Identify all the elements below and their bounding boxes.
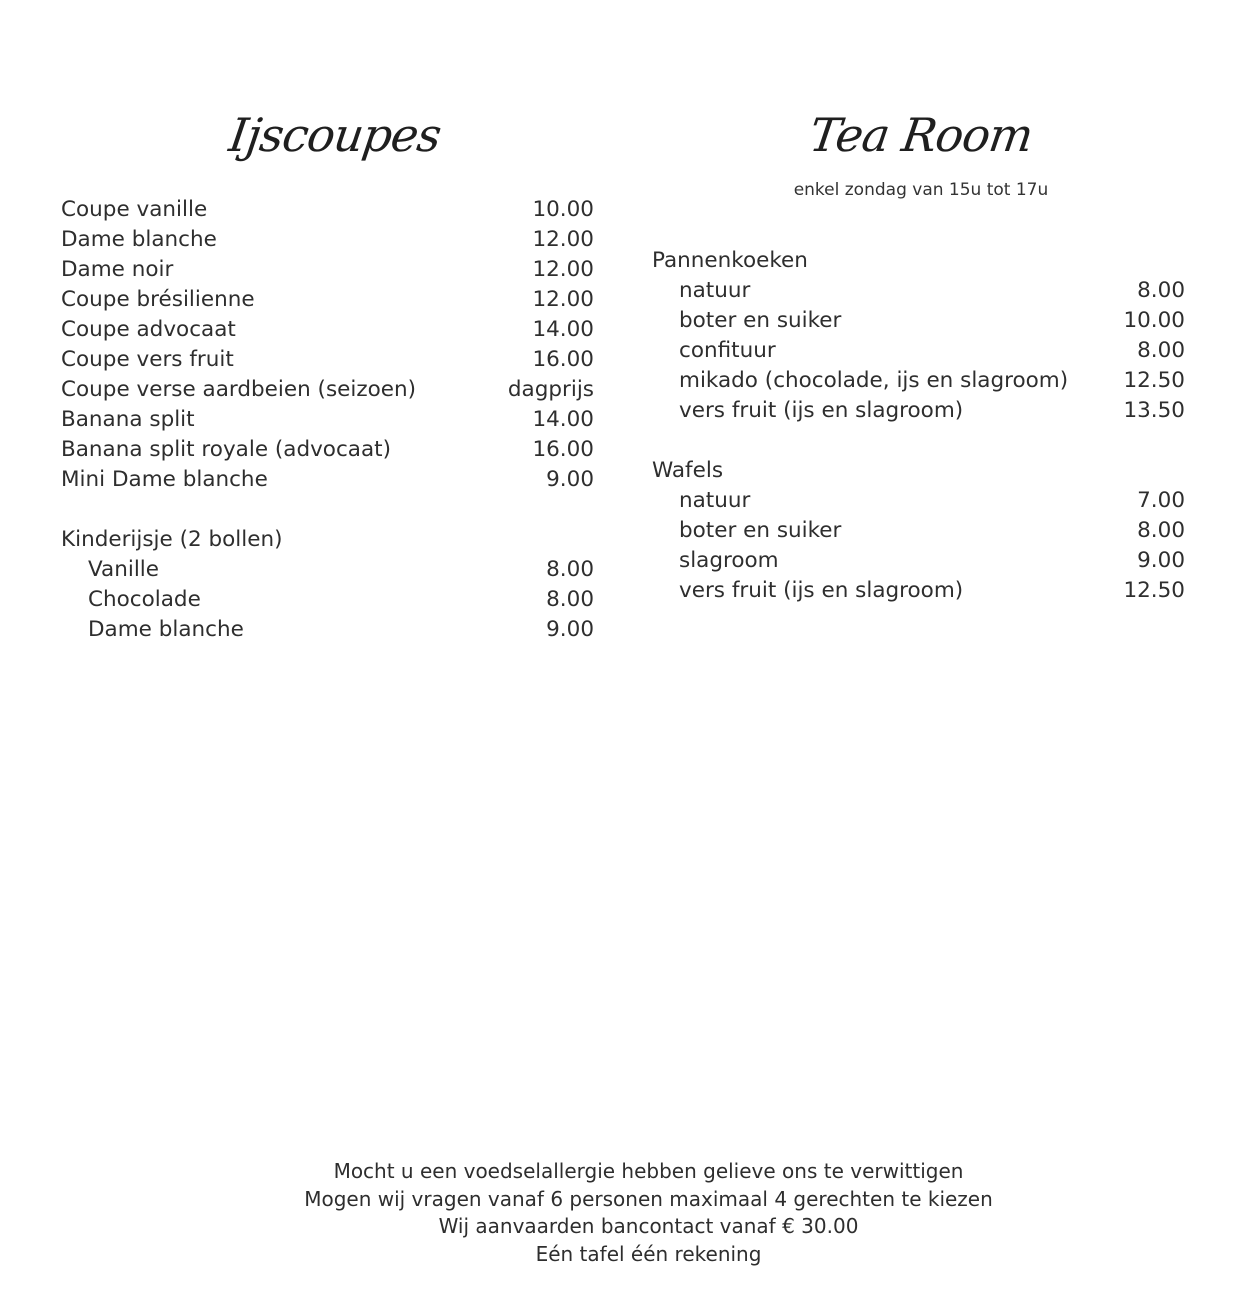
item-name: slagroom bbox=[679, 548, 779, 573]
item-price: 12.50 bbox=[1123, 578, 1185, 603]
item-name: Vanille bbox=[88, 557, 159, 582]
tearoom-title: Tea Room bbox=[806, 108, 1036, 162]
item-price: 12.00 bbox=[532, 227, 594, 252]
item-price: 10.00 bbox=[1123, 308, 1185, 333]
item-name: vers fruit (ijs en slagroom) bbox=[679, 398, 964, 423]
item-name: Dame blanche bbox=[88, 617, 244, 642]
item-price: 16.00 bbox=[532, 437, 594, 462]
kinderijsje-heading: Kinderijsje (2 bollen) bbox=[61, 527, 283, 552]
tearoom-menu bbox=[652, 246, 1185, 606]
item-name: Dame blanche bbox=[61, 227, 217, 252]
item-name: Coupe vanille bbox=[61, 197, 208, 222]
item-price: 14.00 bbox=[532, 407, 594, 432]
item-name: confituur bbox=[679, 338, 776, 363]
footer-line: Mogen wij vragen vanaf 6 personen maximaal 4 gerechten te kiezen bbox=[304, 1186, 993, 1211]
item-price: 9.00 bbox=[1137, 548, 1185, 573]
menu-item bbox=[61, 435, 594, 465]
menu-item bbox=[61, 555, 594, 585]
item-price: 8.00 bbox=[546, 587, 594, 612]
menu-item bbox=[61, 225, 594, 255]
menu-item bbox=[652, 396, 1185, 426]
menu-item bbox=[61, 255, 594, 285]
item-name: Coupe verse aardbeien (seizoen) bbox=[61, 377, 417, 402]
item-name: Chocolade bbox=[88, 587, 201, 612]
item-price: 8.00 bbox=[546, 557, 594, 582]
item-price: 14.00 bbox=[532, 317, 594, 342]
item-price: 16.00 bbox=[532, 347, 594, 372]
menu-item bbox=[61, 315, 594, 345]
item-name: natuur bbox=[679, 488, 751, 513]
item-name: Coupe vers fruit bbox=[61, 347, 234, 372]
pannenkoeken-heading: Pannenkoeken bbox=[652, 248, 808, 273]
item-name: boter en suiker bbox=[679, 518, 842, 543]
item-price: 13.50 bbox=[1123, 398, 1185, 423]
item-price: 12.00 bbox=[532, 257, 594, 282]
item-price: 12.00 bbox=[532, 287, 594, 312]
item-price: dagprijs bbox=[507, 377, 594, 402]
item-price: 10.00 bbox=[532, 197, 594, 222]
menu-item bbox=[652, 516, 1185, 546]
ijscoupes-title: Ijscoupes bbox=[226, 108, 444, 162]
item-name: Banana split bbox=[61, 407, 195, 432]
item-price: 9.00 bbox=[546, 467, 594, 492]
item-name: Coupe advocaat bbox=[61, 317, 236, 342]
footer-line: Eén tafel één rekening bbox=[535, 1241, 762, 1266]
item-name: Dame noir bbox=[61, 257, 174, 282]
item-name: boter en suiker bbox=[679, 308, 842, 333]
tearoom-subtitle: enkel zondag van 15u tot 17u bbox=[793, 180, 1049, 200]
menu-item bbox=[652, 306, 1185, 336]
menu-item bbox=[61, 195, 594, 225]
menu-item bbox=[61, 615, 594, 645]
item-price: 12.50 bbox=[1123, 368, 1185, 393]
menu-item bbox=[652, 276, 1185, 306]
menu-item bbox=[652, 486, 1185, 516]
footer-line: Wij aanvaarden bancontact vanaf € 30.00 bbox=[438, 1214, 859, 1238]
item-price: 8.00 bbox=[1137, 278, 1185, 303]
menu-item bbox=[61, 405, 594, 435]
menu-item bbox=[61, 465, 594, 495]
item-price: 8.00 bbox=[1137, 338, 1185, 363]
menu-item bbox=[652, 576, 1185, 606]
ijscoupes-menu bbox=[61, 195, 594, 645]
item-name: Coupe brésilienne bbox=[61, 287, 255, 312]
menu-item bbox=[61, 375, 594, 405]
wafels-heading: Wafels bbox=[652, 458, 724, 483]
menu-item bbox=[652, 366, 1185, 396]
footer-notes bbox=[0, 1158, 1241, 1268]
menu-item bbox=[61, 585, 594, 615]
item-name: Mini Dame blanche bbox=[61, 467, 268, 492]
item-price: 8.00 bbox=[1137, 518, 1185, 543]
menu-item bbox=[652, 546, 1185, 576]
item-name: mikado (chocolade, ijs en slagroom) bbox=[679, 368, 1069, 393]
item-price: 9.00 bbox=[546, 617, 594, 642]
item-name: Banana split royale (advocaat) bbox=[61, 437, 391, 462]
item-price: 7.00 bbox=[1137, 488, 1185, 513]
menu-item bbox=[61, 285, 594, 315]
footer-line: Mocht u een voedselallergie hebben gelieve ons te verwittigen bbox=[333, 1159, 964, 1183]
menu-item bbox=[61, 345, 594, 375]
menu-item bbox=[652, 336, 1185, 366]
item-name: vers fruit (ijs en slagroom) bbox=[679, 578, 964, 603]
item-name: natuur bbox=[679, 278, 751, 303]
